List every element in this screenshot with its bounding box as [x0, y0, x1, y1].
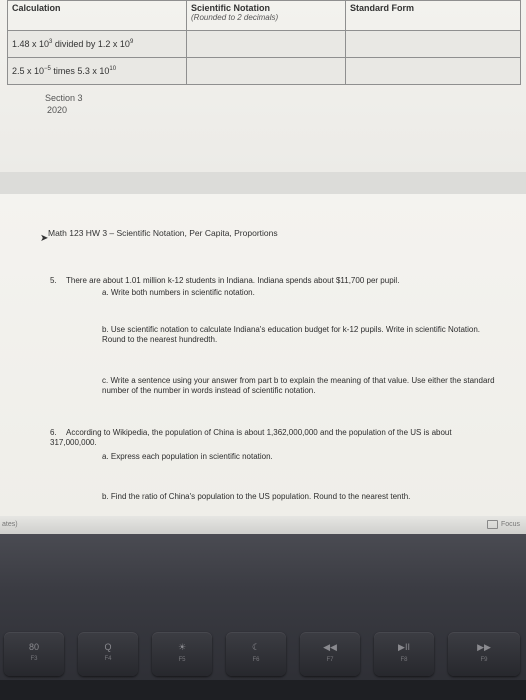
scientific-notation-cell[interactable]	[187, 31, 346, 58]
worksheet-page	[0, 194, 526, 516]
header-scientific-notation: Scientific Notation (Rounded to 2 decimals)	[187, 1, 346, 31]
standard-form-cell[interactable]	[346, 58, 521, 85]
header-subtitle: (Rounded to 2 decimals)	[191, 13, 279, 22]
status-left-text: ates)	[2, 521, 18, 528]
keyboard-lower-edge	[0, 680, 526, 700]
focus-button[interactable]	[487, 520, 520, 529]
question-6a: a. Express each population in scientific notation.	[102, 452, 273, 461]
table-row	[8, 31, 521, 58]
calculation-cell: 2.5 x $10^{-5}$ times 5.3 x $10^{10}$	[8, 58, 187, 85]
header-standard-form: Standard Form	[346, 1, 521, 31]
scientific-notation-cell[interactable]	[187, 58, 346, 85]
document-page-top	[0, 0, 526, 172]
worksheet-title: Math 123 HW 3 – Scientific Notation, Per Capita, Proportions	[48, 228, 278, 238]
key-f3[interactable]: 80 F3	[4, 632, 64, 676]
table-row	[8, 58, 521, 85]
key-f9[interactable]: ▶▶ F9	[448, 632, 520, 676]
focus-label: Focus	[500, 521, 520, 528]
calculation-cell: 1.48 x $10^3$ divided by 1.2 x $10^9$	[8, 31, 187, 58]
question-5b: b. Use scientific notation to calculate Indiana's education budget for k-12 pupils. Write in scientific Notation. Round to the nearest hundredth.	[102, 325, 481, 344]
mouse-cursor-icon: ➤	[40, 233, 49, 244]
question-6: 6. According to Wikipedia, the population of China is about 1,362,000,000 and the population of the US is about 317,000,000.	[50, 428, 452, 447]
calculation-table	[7, 0, 521, 85]
question-5c: c. Write a sentence using your answer from part b to explain the meaning of that value. Use either the standard number of the number in words instead of scientific notation.	[102, 376, 495, 395]
key-f7[interactable]: ◀◀ F7	[300, 632, 360, 676]
status-bar	[0, 516, 526, 534]
key-f4[interactable]: Q F4	[78, 632, 138, 676]
page-gap	[0, 172, 526, 194]
header-calculation: Calculation	[8, 1, 187, 31]
key-f6[interactable]: ☾ F6	[226, 632, 286, 676]
question-5a: a. Write both numbers in scientific notation.	[102, 288, 255, 297]
question-6b: b. Find the ratio of China's population to the US population. Round to the nearest tenth.	[102, 492, 411, 501]
focus-icon	[487, 520, 498, 529]
key-f5[interactable]: ☀ F5	[152, 632, 212, 676]
question-5: 5. There are about 1.01 million k-12 students in Indiana. Indiana spends about $11,700 per pupil.	[50, 276, 400, 285]
section-label: Section 3 2020	[45, 93, 83, 115]
standard-form-cell[interactable]	[346, 31, 521, 58]
key-f8[interactable]: ▶II F8	[374, 632, 434, 676]
laptop-bezel	[0, 534, 526, 700]
